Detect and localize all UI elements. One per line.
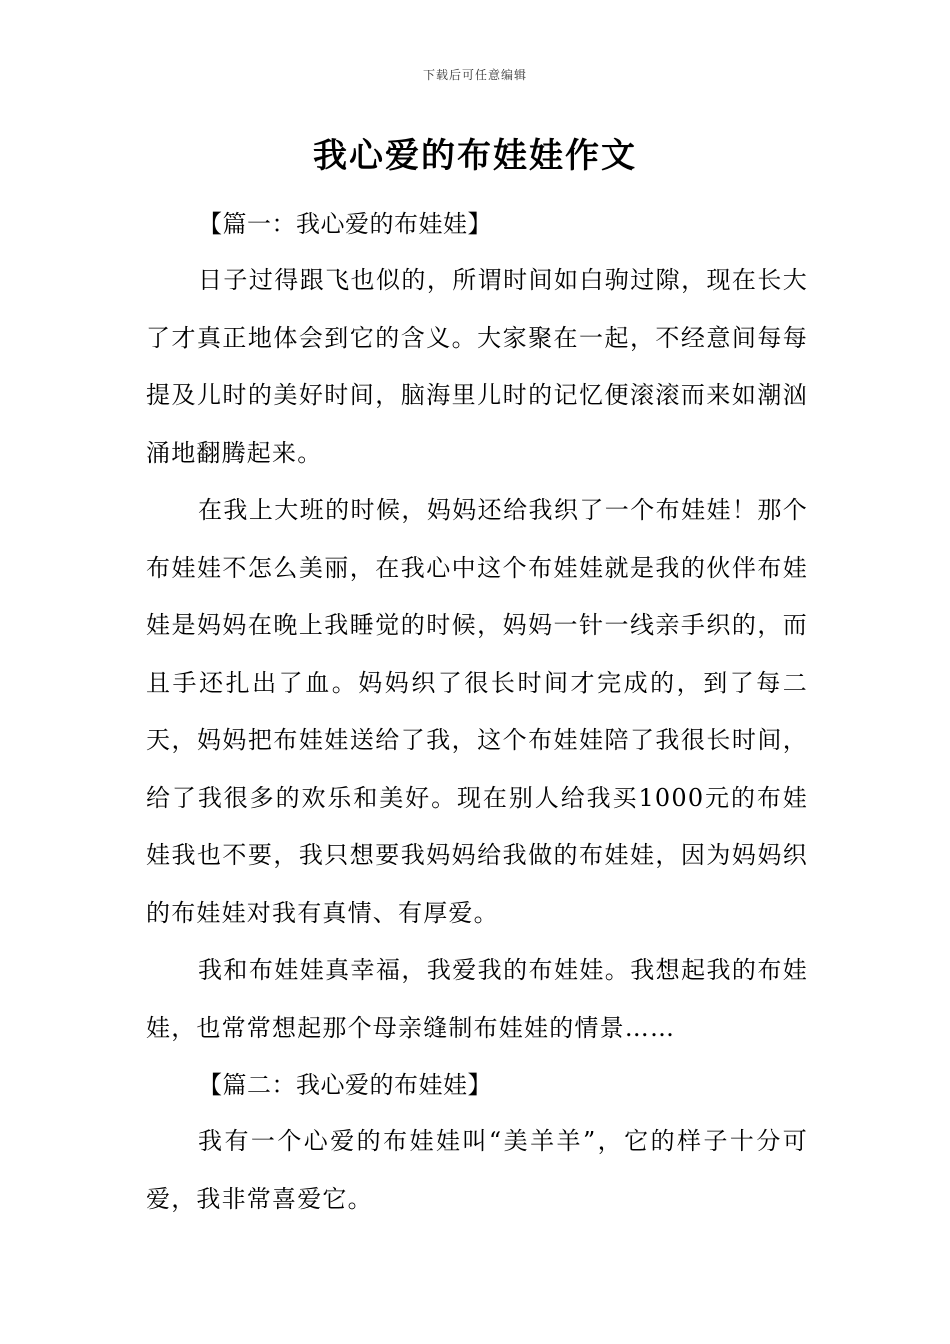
paragraph: 我有一个心爱的布娃娃叫“美羊羊”，它的样子十分可爱，我非常喜爱它。 xyxy=(146,1127,808,1213)
document-title: 我心爱的布娃娃作文 xyxy=(313,136,637,176)
paragraph: 日子过得跟飞也似的，所谓时间如白驹过隙，现在长大了才真正地体会到它的含义。大家聚在一起，不经意间每每提及儿时的美好时间，脑海里儿时的记忆便滚滚而来如潮汹涌地翻腾起来。 xyxy=(146,266,808,467)
header-note: 下载后可任意编辑 xyxy=(422,68,527,82)
paragraph: 我和布娃娃真幸福，我爱我的布娃娃。我想起我的布娃娃，也常常想起那个母亲缝制布娃娃的情景…… xyxy=(146,956,808,1042)
paragraph: 在我上大班的时候，妈妈还给我织了一个布娃娃！那个布娃娃不怎么美丽，在我心中这个布娃娃就是我的伙伴布娃娃是妈妈在晚上我睡觉的时候，妈妈一针一线亲手织的，而且手还扎出了血。妈妈织了很长时间才完成的，到了每二天，妈妈把布娃娃送给了我，这个布娃娃陪了我很长时间，给了我很多的欢乐和美好。现在别人给我买1000元的布娃娃我也不要，我只想要我妈妈给我做的布娃娃，因为妈妈织的布娃娃对我有真情、有厚爱。 xyxy=(146,496,808,927)
section-heading: 【篇二：我心爱的布娃娃】 xyxy=(198,1071,492,1099)
section-heading: 【篇一：我心爱的布娃娃】 xyxy=(198,210,492,238)
document-body xyxy=(146,196,808,1228)
